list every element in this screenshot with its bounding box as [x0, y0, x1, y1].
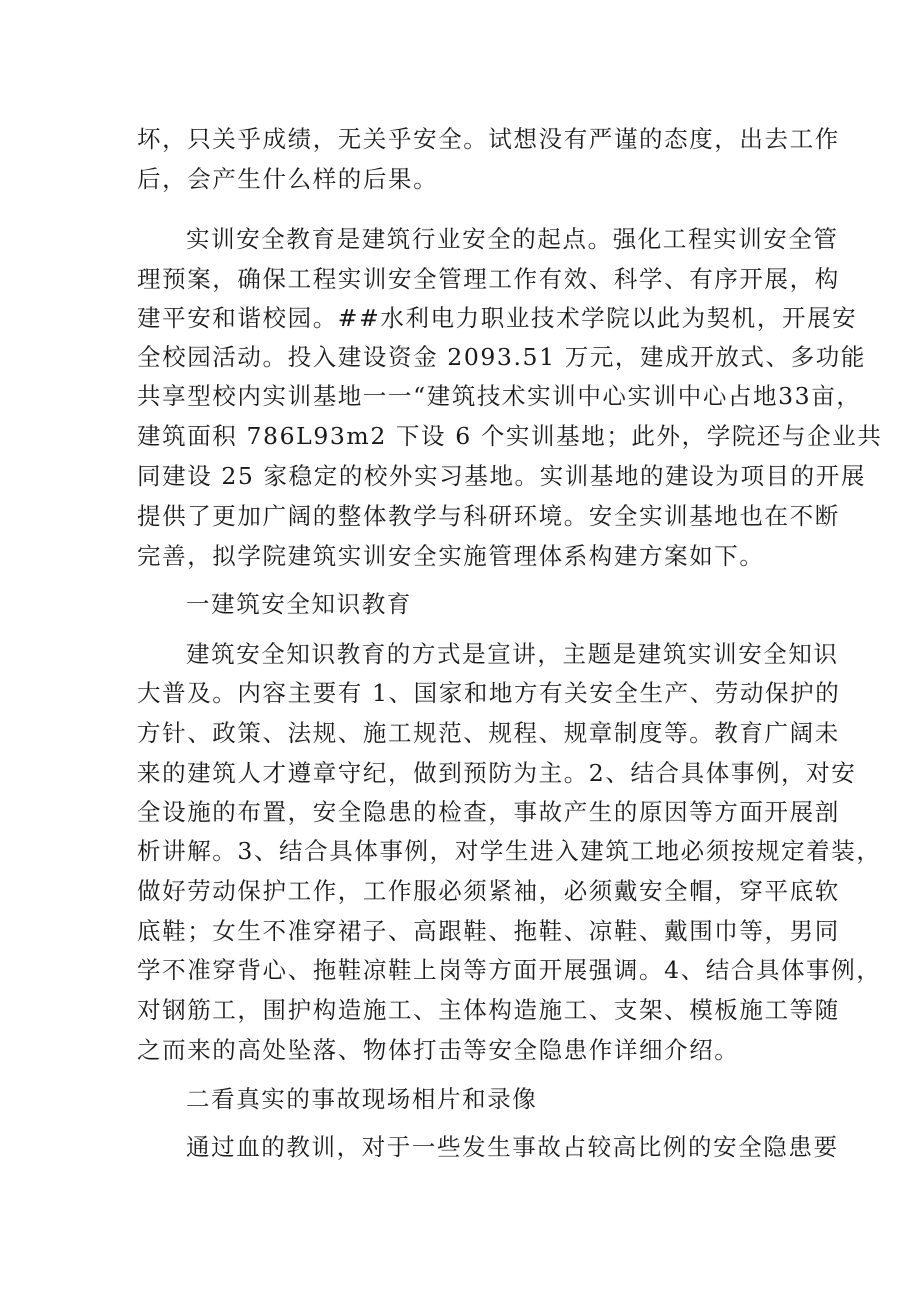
- paragraph-line: 理预案，确保工程实训安全管理工作有效、科学、有序开展，构: [137, 265, 840, 293]
- paragraph-line: 完善，拟学院建筑实训安全实施管理体系构建方案如下。: [137, 542, 765, 570]
- paragraph-line: 来的建筑人才遵章守纪，做到预防为主。2、结合具体事例，对安: [137, 759, 857, 787]
- paragraph-line: 建筑安全知识教育的方式是宣讲，主题是建筑实训安全知识: [186, 640, 839, 668]
- paragraph-line: 学不准穿背心、拖鞋凉鞋上岗等方面开展强调。4、结合具体事例，: [137, 956, 882, 984]
- paragraph-line: 坏，只关乎成绩，无关乎安全。试想没有严谨的态度，出去工作: [137, 125, 840, 153]
- paragraph-line: 建平安和谐校园。##水利电力职业技术学院以此为契机，开展安: [137, 304, 858, 332]
- paragraph-line: 通过血的教训，对于一些发生事故占较高比例的安全隐患要: [186, 1133, 839, 1161]
- paragraph-line: 做好劳动保护工作，工作服必须紧袖，必须戴安全帽，穿平底软: [137, 877, 840, 905]
- paragraph-line: 提供了更加广阔的整体教学与科研环境。安全实训基地也在不断: [137, 502, 840, 530]
- paragraph-line: 实训安全教育是建筑行业安全的起点。强化工程实训安全管: [186, 225, 839, 253]
- paragraph-line: 共享型校内实训基地一一“建筑技术实训中心实训中心占地33亩，: [137, 382, 862, 410]
- paragraph-line: 方针、政策、法规、施工规范、规程、规章制度等。教育广阔未: [137, 719, 840, 747]
- section-heading: 一建筑安全知识教育: [186, 590, 412, 618]
- paragraph-line: 全校园活动。投入建设资金 2093.51 万元，建成开放式、多功能: [137, 343, 866, 371]
- paragraph-line: 全设施的布置，安全隐患的检查，事故产生的原因等方面开展剖: [137, 798, 840, 826]
- paragraph-line: 对钢筋工，围护构造施工、主体构造施工、支架、模板施工等随: [137, 996, 840, 1024]
- paragraph-line: 后，会产生什么样的后果。: [137, 165, 439, 193]
- paragraph-line: 析讲解。3、结合具体事例，对学生进入建筑工地必须按规定着装，: [137, 837, 882, 865]
- paragraph-line: 同建设 25 家稳定的校外实习基地。实训基地的建设为项目的开展: [137, 462, 866, 490]
- section-heading: 二看真实的事故现场相片和录像: [186, 1085, 538, 1113]
- paragraph-line: 之而来的高处坠落、物体打击等安全隐患作详细介绍。: [137, 1036, 740, 1064]
- paragraph-line: 建筑面积 786L93m2 下设 6 个实训基地；此外，学院还与企业共: [137, 422, 883, 450]
- paragraph-line: 大普及。内容主要有 1、国家和地方有关安全生产、劳动保护的: [137, 679, 841, 707]
- paragraph-line: 底鞋；女生不准穿裙子、高跟鞋、拖鞋、凉鞋、戴围巾等，男同: [137, 917, 840, 945]
